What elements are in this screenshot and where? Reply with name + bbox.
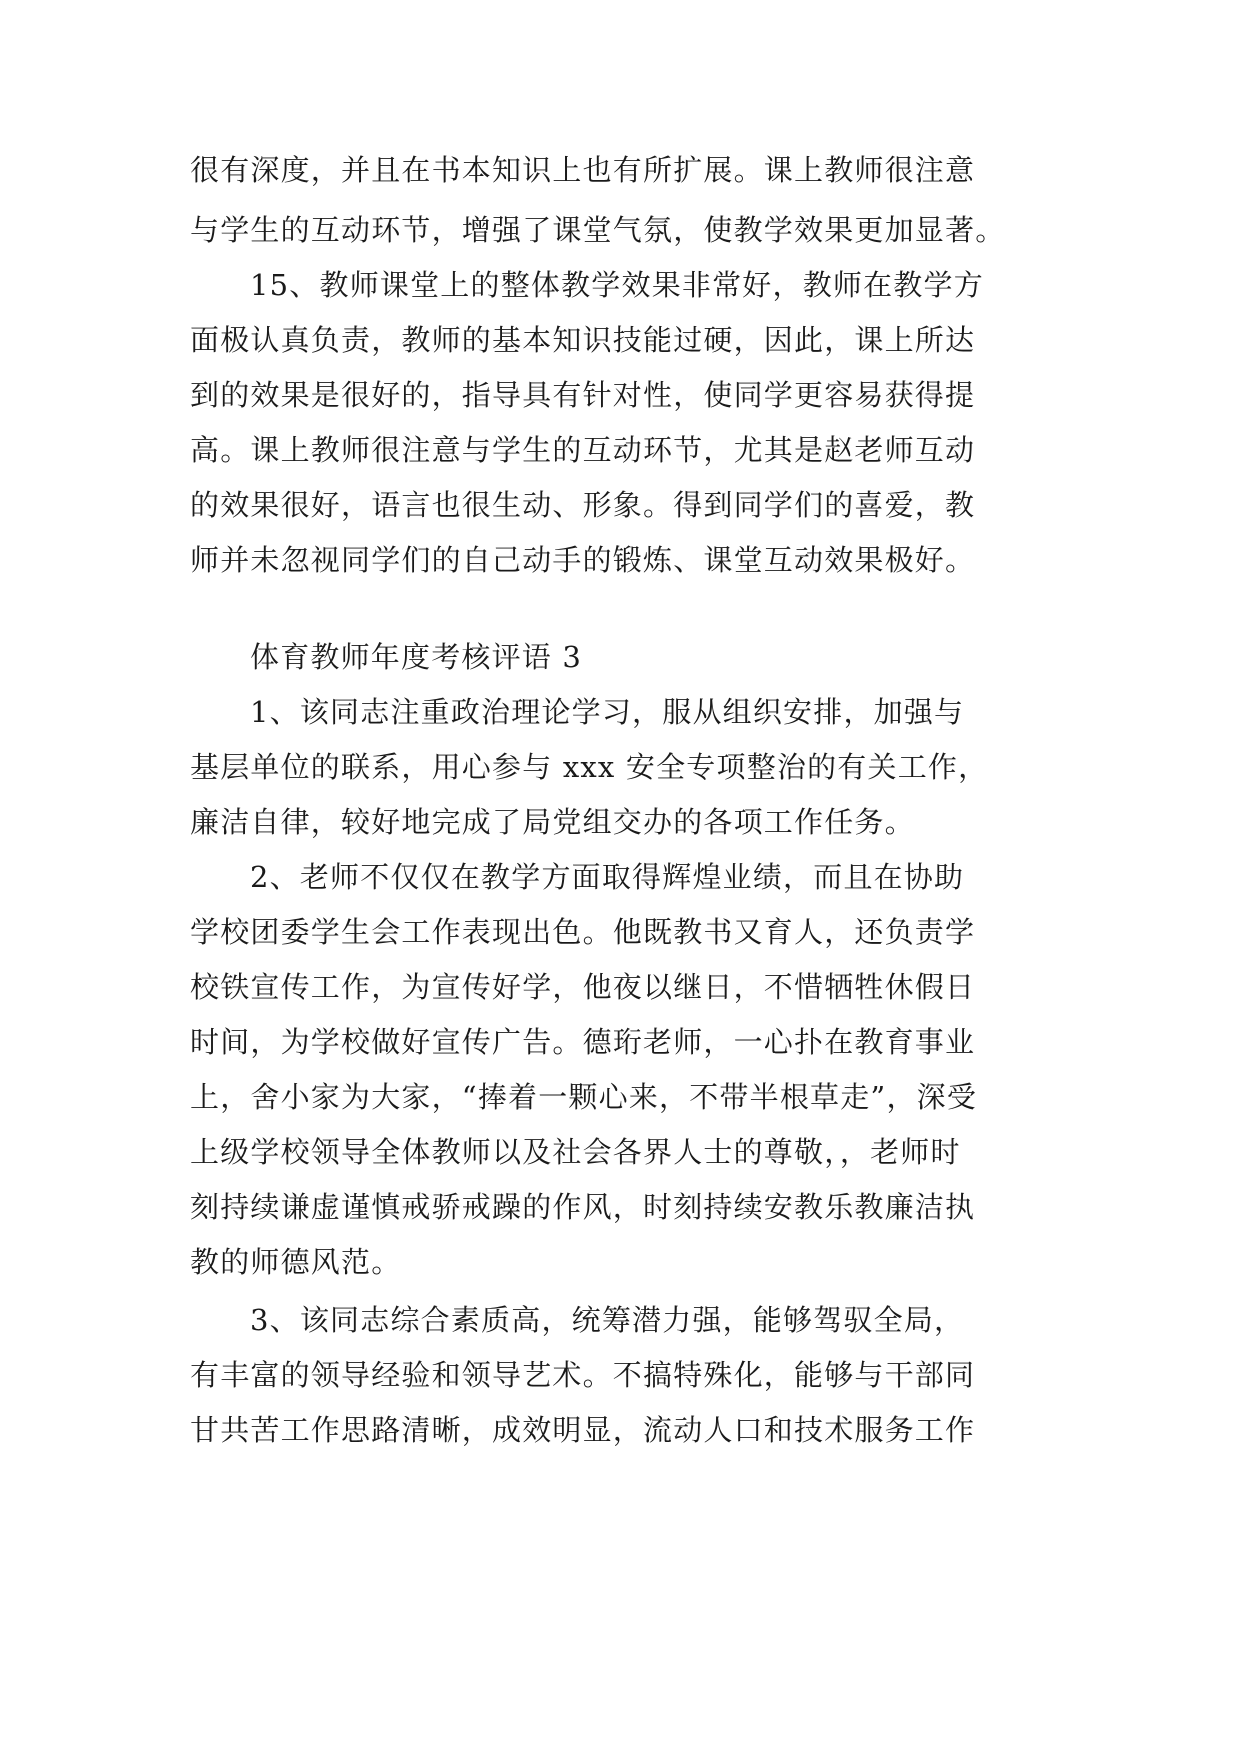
section-heading: 体育教师年度考核评语 3: [250, 640, 583, 674]
text-line: 与学生的互动环节，增强了课堂气氛，使教学效果更加显著。: [190, 213, 1006, 247]
text-line: 学校团委学生会工作表现出色。他既教书又育人，还负责学: [190, 915, 976, 949]
text-line: 有丰富的领导经验和领导艺术。不搞特殊化，能够与干部同: [190, 1358, 976, 1392]
text-line: 刻持续谦虚谨慎戒骄戒躁的作风，时刻持续安教乐教廉洁执: [190, 1190, 976, 1224]
text-line: 基层单位的联系，用心参与 xxx 安全专项整治的有关工作，: [190, 750, 989, 784]
text-line: 高。课上教师很注意与学生的互动环节，尤其是赵老师互动: [190, 433, 976, 467]
text-line: 廉洁自律，较好地完成了局党组交办的各项工作任务。: [190, 805, 915, 839]
text-line: 到的效果是很好的，指导具有针对性，使同学更容易获得提: [190, 378, 976, 412]
text-line: 很有深度，并且在书本知识上也有所扩展。课上教师很注意: [190, 153, 976, 187]
text-line: 的效果很好，语言也很生动、形象。得到同学们的喜爱，教: [190, 488, 976, 522]
text-line: 1、该同志注重政治理论学习，服从组织安排，加强与: [250, 695, 965, 729]
text-line: 3、该同志综合素质高，统筹潜力强，能够驾驭全局，: [250, 1303, 965, 1337]
text-line: 校铁宣传工作，为宣传好学，他夜以继日，不惜牺牲休假日: [190, 970, 976, 1004]
text-line: 面极认真负责，教师的基本知识技能过硬，因此，课上所达: [190, 323, 976, 357]
text-line: 甘共苦工作思路清晰，成效明显，流动人口和技术服务工作: [190, 1413, 976, 1447]
text-line: 上级学校领导全体教师以及社会各界人士的尊敬，，老师时: [190, 1135, 961, 1169]
text-line: 师并未忽视同学们的自己动手的锻炼、课堂互动效果极好。: [190, 543, 976, 577]
text-line: 2、老师不仅仅在教学方面取得辉煌业绩，而且在协助: [250, 860, 965, 894]
text-line: 时间，为学校做好宣传广告。德珩老师，一心扑在教育事业: [190, 1025, 976, 1059]
text-line: 上，舍小家为大家，“捧着一颗心来，不带半根草走”，深受: [190, 1080, 978, 1114]
text-line: 15、教师课堂上的整体教学效果非常好，教师在教学方: [250, 268, 984, 302]
text-line: 教的师德风范。: [190, 1245, 402, 1279]
